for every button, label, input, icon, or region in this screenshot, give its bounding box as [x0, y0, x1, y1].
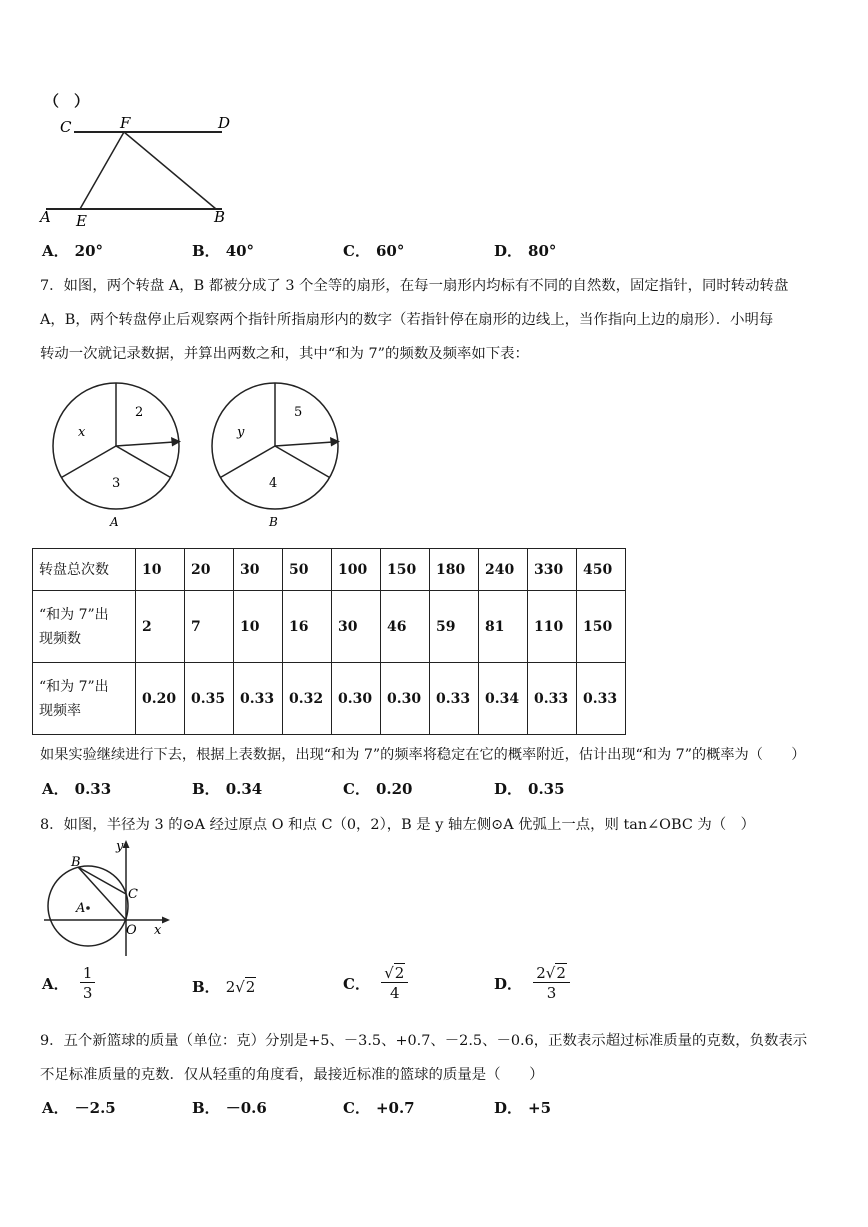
table-cell: 0.35 — [185, 663, 234, 735]
table-cell: 10 — [136, 549, 185, 591]
spinner-b-left: y — [237, 425, 245, 440]
point-d-label: D — [218, 114, 231, 132]
q7-question: 如果实验继续进行下去，根据上表数据，出现“和为 7”的频率将稳定在它的概率附近，估计出现“和为 7”的概率为（ ） — [40, 747, 806, 763]
spinner-a-top: 2 — [135, 405, 144, 420]
q8-option-c[interactable]: C． $\frac{√2}{4}$ — [343, 964, 408, 1003]
q6-option-a[interactable]: A． 20° — [42, 242, 104, 260]
q6-answer-paren: （ ） — [44, 92, 90, 110]
q7-text-line3: 转动一次就记录数据，并算出两数之和，其中“和为 7”的频数及频率如下表： — [40, 346, 529, 362]
q6-option-b[interactable]: B． 40° — [192, 242, 255, 260]
point-b-label: B — [214, 208, 226, 226]
fraction-2root2-over-3: $\frac{2√2}{3}$ — [533, 964, 570, 1003]
origin-label: O — [126, 923, 137, 938]
table-cell: 0.30 — [381, 663, 430, 735]
q7-option-b[interactable]: B． 0.34 — [192, 780, 263, 798]
table-header-count: “和为 7”出 现频数 — [33, 591, 136, 663]
q7-option-d[interactable]: D． 0.35 — [494, 780, 565, 798]
table-cell: 0.20 — [136, 663, 185, 735]
table-cell: 16 — [283, 591, 332, 663]
table-cell: 240 — [479, 549, 528, 591]
spinner-a-bottom: 3 — [112, 476, 121, 491]
q8-option-d[interactable]: D． $\frac{2√2}{3}$ — [494, 964, 570, 1003]
table-row — [33, 663, 626, 735]
table-cell: 0.33 — [528, 663, 577, 735]
table-cell: 330 — [528, 549, 577, 591]
table-cell: 46 — [381, 591, 430, 663]
table-cell: 30 — [234, 549, 283, 591]
center-a-dot — [86, 906, 90, 910]
table-cell: 0.33 — [234, 663, 283, 735]
table-cell: 0.33 — [577, 663, 626, 735]
q6-figure — [36, 112, 236, 230]
table-cell: 0.32 — [283, 663, 332, 735]
frequency-table — [32, 548, 626, 735]
table-cell: 0.30 — [332, 663, 381, 735]
table-row — [33, 549, 626, 591]
point-a-label: A — [76, 901, 86, 916]
x-label: x — [154, 923, 162, 938]
q6-option-d[interactable]: D． 80° — [494, 242, 557, 260]
table-cell: 150 — [577, 591, 626, 663]
q9-option-b[interactable]: B． －0.6 — [192, 1099, 267, 1117]
q7-option-a[interactable]: A． 0.33 — [42, 780, 112, 798]
table-cell: 0.34 — [479, 663, 528, 735]
table-cell: 110 — [528, 591, 577, 663]
table-cell: 150 — [381, 549, 430, 591]
q9-option-a[interactable]: A． －2.5 — [42, 1099, 116, 1117]
table-cell: 2 — [136, 591, 185, 663]
spinner-a-caption: A — [110, 515, 119, 529]
table-header-frequency: “和为 7”出 现频率 — [33, 663, 136, 735]
segment-ef — [80, 132, 124, 209]
q8-figure — [40, 836, 180, 960]
q7-option-c[interactable]: C． 0.20 — [343, 780, 413, 798]
table-cell: 20 — [185, 549, 234, 591]
table-cell: 10 — [234, 591, 283, 663]
table-cell: 7 — [185, 591, 234, 663]
q9-text-line1: 9．五个新篮球的质量（单位：克）分别是+5、－3.5、+0.7、－2.5、－0.6，正数表示超过标准质量的克数，负数表示 — [40, 1033, 808, 1049]
spinner-b — [209, 380, 349, 530]
spinner-b-bottom: 4 — [269, 476, 278, 491]
q8-option-a[interactable]: A． $\frac{1}{3}$ — [42, 964, 95, 1003]
table-cell: 59 — [430, 591, 479, 663]
point-e-label: E — [76, 212, 87, 230]
table-cell: 100 — [332, 549, 381, 591]
table-cell: 0.33 — [430, 663, 479, 735]
q9-option-d[interactable]: D． +5 — [494, 1099, 552, 1117]
q9-option-c[interactable]: C． +0.7 — [343, 1099, 415, 1117]
y-label: y — [116, 839, 124, 854]
q7-text-line1: 7．如图，两个转盘 A，B 都被分成了 3 个全等的扇形，在每一扇形内均标有不同的自然数，固定指针，同时转动转盘 — [40, 278, 789, 294]
q7-text-line2: A，B，两个转盘停止后观察两个指针所指扇形内的数字（若指针停在扇形的边线上，当作指向上边的扇形）．小明每 — [40, 312, 774, 328]
spinner-a — [50, 380, 190, 530]
spinner-b-top: 5 — [294, 405, 303, 420]
point-a-label: A — [40, 208, 51, 226]
point-f-label: F — [120, 114, 131, 132]
table-row — [33, 591, 626, 663]
spinner-a-left: x — [78, 425, 86, 440]
q8-option-b[interactable]: B． 2√2 — [192, 978, 256, 996]
fraction-root2-over-4: $\frac{√2}{4}$ — [381, 964, 408, 1003]
table-header-total: 转盘总次数 — [33, 549, 136, 591]
table-cell: 30 — [332, 591, 381, 663]
spinner-b-caption: B — [269, 515, 278, 529]
q8-text: 8．如图，半径为 3 的⊙A 经过原点 O 和点 C（0，2），B 是 y 轴左侧⊙A 优弧上一点，则 tan∠OBC 为（ ） — [40, 817, 755, 833]
q9-text-line2: 不足标准质量的克数．仅从轻重的角度看，最接近标准的篮球的质量是（ ） — [40, 1067, 544, 1083]
point-c-label: C — [60, 118, 72, 136]
segment-fb — [124, 132, 216, 209]
table-cell: 81 — [479, 591, 528, 663]
table-cell: 50 — [283, 549, 332, 591]
table-cell: 450 — [577, 549, 626, 591]
sqrt-two: √2 — [235, 978, 256, 996]
q6-option-c[interactable]: C． 60° — [343, 242, 405, 260]
point-b-label: B — [71, 855, 81, 870]
table-cell: 180 — [430, 549, 479, 591]
fraction-one-third: $\frac{1}{3}$ — [80, 964, 96, 1003]
point-c-label: C — [128, 887, 138, 902]
